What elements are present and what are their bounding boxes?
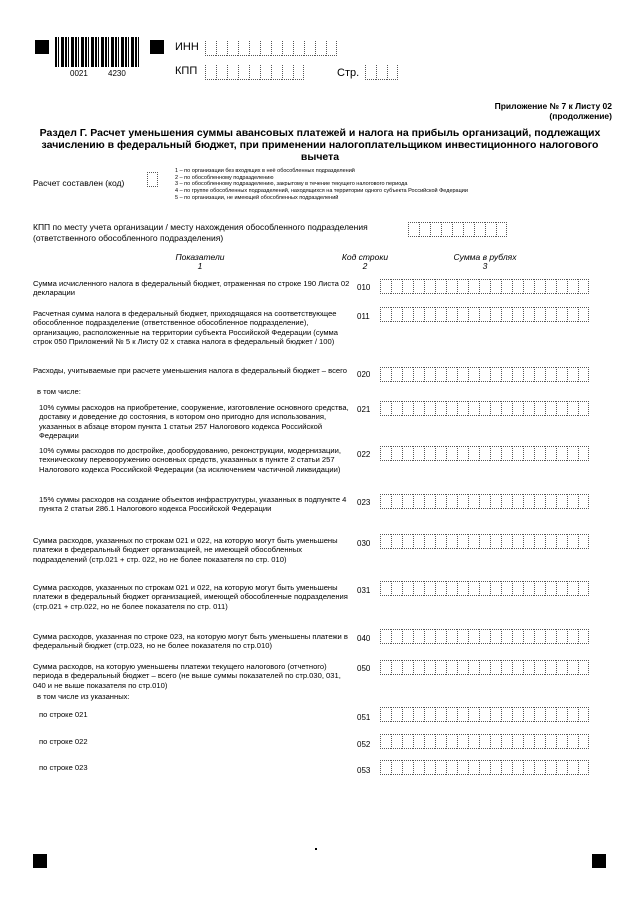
row-023-code: 023 [357, 498, 371, 507]
amount-field-011[interactable] [380, 307, 589, 322]
calc-option-2: 2 – по обособленному подразделению [175, 174, 274, 181]
amount-field-053[interactable] [380, 760, 589, 775]
calc-option-5: 5 – по организации, не имеющей обособленных подразделений [175, 194, 339, 201]
row-050-text: Сумма расходов, на которую уменьшены платежи текущего налогового (отчетного) периода в федеральный бюджет – всего (не выше суммы показателей по стр.030, 031, 040 и не выше показателя по стр.010) [33, 662, 341, 690]
row-051-text: по строке 021 [39, 710, 88, 719]
row-050-sub: в том числе из указанных: [37, 692, 130, 701]
row-053-code: 053 [357, 766, 371, 775]
row-021-code: 021 [357, 405, 371, 414]
amount-field-031[interactable] [380, 581, 589, 596]
inn-field[interactable] [205, 41, 337, 56]
row-030-code: 030 [357, 539, 371, 548]
row-050-code: 050 [357, 664, 371, 673]
table-header-col3-num: 3 [482, 261, 488, 271]
barcode-number-left: 0021 [70, 69, 88, 78]
row-020-code: 020 [357, 370, 371, 379]
amount-field-022[interactable] [380, 446, 589, 461]
barcode-image [55, 37, 141, 67]
amount-field-010[interactable] [380, 279, 589, 294]
corner-marker-bottom-left [33, 854, 47, 868]
table-header-col3 [440, 253, 530, 271]
row-022-text: 10% суммы расходов по достройке, дооборудованию, реконструкции, модернизации, техническому перевооружению основных средств, указанных в пункте 2 статьи 257 Налогового кодекса Российской Федерации (за исключением частичной ликвидации) [39, 446, 341, 474]
calc-code-label: Расчет составлен (код) [33, 178, 125, 188]
scan-speck [315, 848, 317, 850]
kpp-location-label [33, 222, 413, 243]
row-052-text: по строке 022 [39, 737, 88, 746]
row-030-text: Сумма расходов, указанных по строкам 021 и 022, на которую могут быть уменьшены платежи в федеральный бюджет организацией, не имеющей обособленных подразделений (стр.021 + стр. 022, но не более показателя по стр. 010) [33, 536, 338, 564]
amount-field-023[interactable] [380, 494, 589, 509]
section-title: Раздел Г. Расчет уменьшения суммы авансовых платежей и налога на прибыль организаций, подлежащих зачислению в федеральный бюджет, при применении налогоплательщиком инвестиционного налогового вычета [39, 127, 601, 163]
table-header-col3-label: Сумма в рублях [453, 252, 517, 262]
row-010-code: 010 [357, 283, 371, 292]
inn-label: ИНН [175, 41, 199, 53]
amount-field-052[interactable] [380, 734, 589, 749]
amount-field-051[interactable] [380, 707, 589, 722]
amount-field-050[interactable] [380, 660, 589, 675]
kpp-location-line2: (ответственного обособленного подразделения) [33, 232, 224, 243]
row-053-text: по строке 023 [39, 763, 88, 772]
calc-code-field[interactable] [147, 172, 158, 187]
corner-marker-top-left [35, 40, 49, 54]
row-040-text: Сумма расходов, указанная по строке 023, на которую могут быть уменьшены платежи в федеральный бюджет (стр.023, но не более показателя по стр.010) [33, 632, 348, 651]
row-022-code: 022 [357, 450, 371, 459]
calc-option-3: 3 – по обособленному подразделению, закрытому в течение текущего налогового периода [175, 181, 408, 188]
calc-option-4: 4 – по группе обособленных подразделений, находящихся на территории одного субъекта Российской Федерации [175, 188, 468, 195]
amount-field-020[interactable] [380, 367, 589, 382]
table-header-col1-num: 1 [197, 261, 203, 271]
row-020-text: Расходы, учитываемые при расчете уменьшения налога в федеральный бюджет – всего [33, 366, 347, 375]
row-023-text: 15% суммы расходов на создание объектов инфраструктуры, указанных в подпункте 4 пункта 2 статьи 286.1 Налогового кодекса Российской Федерации [39, 495, 347, 514]
calc-code-options [175, 168, 595, 202]
table-header-col1-label: Показатели [175, 252, 225, 262]
row-051-code: 051 [357, 713, 371, 722]
corner-marker-bottom-right [592, 854, 606, 868]
appendix-line2: (продолжение) [549, 111, 612, 121]
row-010-text: Сумма исчисленного налога в федеральный бюджет, отраженная по строке 190 Листа 02 декларации [33, 279, 350, 298]
kpp-field[interactable] [205, 65, 304, 80]
kpp-location-field[interactable] [408, 222, 507, 237]
row-021-text: 10% суммы расходов на приобретение, сооружение, изготовление основного средства, доставку и доведение до состояния, в котором оно пригодно для использования, указанных в абзаце втором пункта 1 статьи 257 Налогового кодекса Российской Федерации [39, 403, 349, 441]
row-040-code: 040 [357, 634, 371, 643]
row-031-text: Сумма расходов, указанных по строкам 021 и 022, на которую могут быть уменьшены платежи в федеральный бюджет организацией, имеющей обособленные подразделения (стр.021 + стр.022, но не более показателя по стр. 011) [33, 583, 348, 611]
table-header-col2 [335, 253, 395, 271]
row-031-code: 031 [357, 586, 371, 595]
amount-field-021[interactable] [380, 401, 589, 416]
kpp-label: КПП [175, 65, 198, 77]
page-number-field[interactable] [365, 65, 398, 80]
calc-option-1: 1 – по организации без входящих в неё обособленных подразделений [175, 168, 355, 174]
row-020-sub: в том числе: [37, 387, 81, 396]
barcode-number-right: 4230 [108, 69, 126, 78]
table-header-col2-label: Код строки [341, 252, 389, 262]
appendix-line1: Приложение № 7 к Листу 02 [494, 101, 612, 111]
amount-field-030[interactable] [380, 534, 589, 549]
table-header-col2-num: 2 [362, 261, 368, 271]
page-label: Стр. [337, 67, 360, 79]
corner-marker-top-right [150, 40, 164, 54]
row-052-code: 052 [357, 740, 371, 749]
appendix-reference [495, 101, 612, 121]
kpp-location-line1: КПП по месту учета организации / месту нахождения обособленного подразделения [33, 222, 368, 232]
table-header-col1 [160, 253, 240, 271]
row-011-text: Расчетная сумма налога в федеральный бюджет, приходящаяся на соответствующее обособленное подразделение (ответственное обособленное подразделение), организацию, расположенные на территории субъекта Российской Федерации (сумма строк 050 Приложений № 5 к Листу 02 х ставка налога в федеральный бюджет / 100) [33, 309, 338, 347]
row-011-code: 011 [357, 312, 370, 321]
amount-field-040[interactable] [380, 629, 589, 644]
